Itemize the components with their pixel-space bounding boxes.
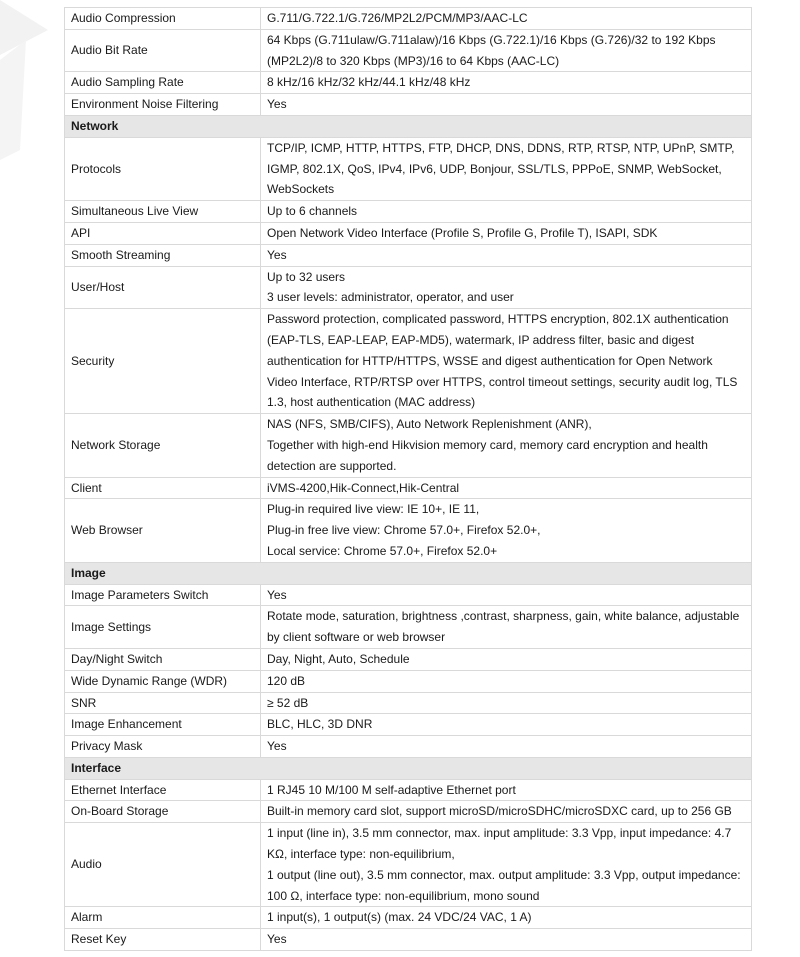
spec-value: 8 kHz/16 kHz/32 kHz/44.1 kHz/48 kHz: [261, 72, 752, 94]
spec-row: [65, 823, 752, 907]
section-header-row: [65, 115, 752, 137]
spec-row: [65, 266, 752, 309]
spec-row: [65, 779, 752, 801]
spec-label: Security: [65, 309, 261, 414]
spec-label: SNR: [65, 692, 261, 714]
decorative-watermark-shape: [0, 0, 60, 160]
spec-row: [65, 477, 752, 499]
spec-value: NAS (NFS, SMB/CIFS), Auto Network Replenishment (ANR), Together with high-end Hikvision memory card, memory card encryption and health detection are supported.: [261, 414, 752, 477]
spec-value: Rotate mode, saturation, brightness ,contrast, sharpness, gain, white balance, adjustable by client software or web browser: [261, 606, 752, 649]
spec-table: [64, 7, 752, 951]
spec-value: 64 Kbps (G.711ulaw/G.711alaw)/16 Kbps (G.722.1)/16 Kbps (G.726)/32 to 192 Kbps (MP2L2)/8 to 320 Kbps (MP3)/16 to 64 Kbps (AAC-LC): [261, 29, 752, 72]
spec-label: Wide Dynamic Range (WDR): [65, 670, 261, 692]
spec-label: Network Storage: [65, 414, 261, 477]
spec-row: [65, 584, 752, 606]
spec-label: Day/Night Switch: [65, 648, 261, 670]
spec-row: [65, 309, 752, 414]
spec-row: [65, 692, 752, 714]
spec-value: iVMS-4200,Hik-Connect,Hik-Central: [261, 477, 752, 499]
spec-row: [65, 414, 752, 477]
spec-label: Smooth Streaming: [65, 244, 261, 266]
spec-row: [65, 907, 752, 929]
spec-table-body: [65, 8, 752, 951]
spec-label: API: [65, 222, 261, 244]
section-header-row: [65, 757, 752, 779]
spec-label: Alarm: [65, 907, 261, 929]
spec-label: User/Host: [65, 266, 261, 309]
spec-label: Protocols: [65, 137, 261, 200]
spec-row: [65, 201, 752, 223]
spec-row: [65, 244, 752, 266]
spec-value: Up to 6 channels: [261, 201, 752, 223]
spec-row: [65, 222, 752, 244]
spec-value: ≥ 52 dB: [261, 692, 752, 714]
spec-value: Password protection, complicated password, HTTPS encryption, 802.1X authentication (EAP-TLS, EAP-LEAP, EAP-MD5), watermark, IP address filter, basic and digest authentication for HTTP/HTTPS, WSSE and digest authentication for Open Network Video Interface, RTP/RTSP over HTTPS, control timeout settings, security audit log, TLS 1.3, host authentication (MAC address): [261, 309, 752, 414]
spec-value: Open Network Video Interface (Profile S, Profile G, Profile T), ISAPI, SDK: [261, 222, 752, 244]
spec-label: Image Enhancement: [65, 714, 261, 736]
spec-label: Reset Key: [65, 929, 261, 951]
spec-row: [65, 670, 752, 692]
spec-value: Yes: [261, 736, 752, 758]
spec-row: [65, 606, 752, 649]
spec-value: Yes: [261, 244, 752, 266]
spec-value: Day, Night, Auto, Schedule: [261, 648, 752, 670]
spec-row: [65, 137, 752, 200]
spec-value: TCP/IP, ICMP, HTTP, HTTPS, FTP, DHCP, DNS, DDNS, RTP, RTSP, NTP, UPnP, SMTP, IGMP, 802.1X, QoS, IPv4, IPv6, UDP, Bonjour, SSL/TLS, PPPoE, SNMP, WebSocket, WebSockets: [261, 137, 752, 200]
section-title: Interface: [65, 757, 752, 779]
spec-value: 1 input (line in), 3.5 mm connector, max. input amplitude: 3.3 Vpp, input impedance: 4.7 KΩ, interface type: non-equilibrium, 1 output (line out), 3.5 mm connector, max. output amplitude: 3.3 Vpp, output impedance: 100 Ω, interface type: non-equilibrium, mono sound: [261, 823, 752, 907]
spec-label: On-Board Storage: [65, 801, 261, 823]
spec-label: Web Browser: [65, 499, 261, 562]
spec-value: Built-in memory card slot, support microSD/microSDHC/microSDXC card, up to 256 GB: [261, 801, 752, 823]
spec-label: Audio: [65, 823, 261, 907]
spec-value: 1 input(s), 1 output(s) (max. 24 VDC/24 VAC, 1 A): [261, 907, 752, 929]
spec-value: 120 dB: [261, 670, 752, 692]
spec-value: Yes: [261, 929, 752, 951]
spec-row: [65, 714, 752, 736]
spec-value: G.711/G.722.1/G.726/MP2L2/PCM/MP3/AAC-LC: [261, 8, 752, 30]
section-header-row: [65, 562, 752, 584]
spec-row: [65, 72, 752, 94]
section-title: Image: [65, 562, 752, 584]
section-title: Network: [65, 115, 752, 137]
spec-row: [65, 29, 752, 72]
spec-row: [65, 499, 752, 562]
spec-row: [65, 929, 752, 951]
spec-label: Ethernet Interface: [65, 779, 261, 801]
spec-row: [65, 648, 752, 670]
spec-label: Audio Sampling Rate: [65, 72, 261, 94]
spec-row: [65, 801, 752, 823]
spec-value: 1 RJ45 10 M/100 M self-adaptive Ethernet port: [261, 779, 752, 801]
spec-value: Yes: [261, 584, 752, 606]
spec-value: BLC, HLC, 3D DNR: [261, 714, 752, 736]
spec-label: Image Settings: [65, 606, 261, 649]
spec-label: Audio Compression: [65, 8, 261, 30]
spec-label: Simultaneous Live View: [65, 201, 261, 223]
spec-label: Environment Noise Filtering: [65, 94, 261, 116]
spec-label: Image Parameters Switch: [65, 584, 261, 606]
spec-label: Audio Bit Rate: [65, 29, 261, 72]
spec-label: Privacy Mask: [65, 736, 261, 758]
spec-label: Client: [65, 477, 261, 499]
spec-row: [65, 736, 752, 758]
spec-value: Yes: [261, 94, 752, 116]
spec-row: [65, 94, 752, 116]
spec-value: Up to 32 users 3 user levels: administrator, operator, and user: [261, 266, 752, 309]
spec-row: [65, 8, 752, 30]
spec-value: Plug-in required live view: IE 10+, IE 11, Plug-in free live view: Chrome 57.0+, Firefox 52.0+, Local service: Chrome 57.0+, Firefox 52.0+: [261, 499, 752, 562]
